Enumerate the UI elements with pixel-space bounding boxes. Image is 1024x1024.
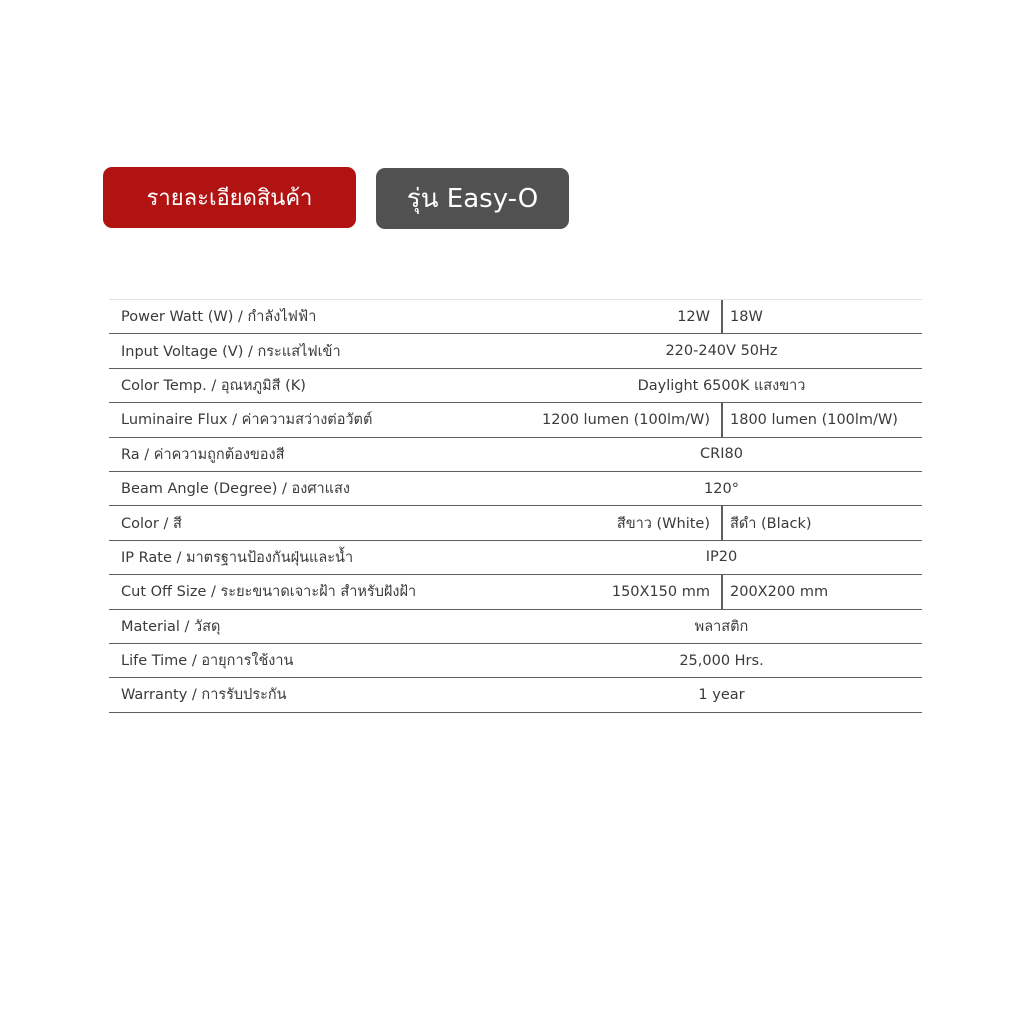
spec-label: Life Time / อายุการใช้งาน (121, 653, 294, 670)
spec-row-voltage (109, 334, 922, 368)
spec-value-right: 200X200 mm (730, 583, 829, 600)
spec-value: 120° (704, 480, 739, 497)
model-badge: รุ่น Easy-O (376, 168, 569, 229)
spec-value-right: 18W (730, 308, 763, 325)
spec-label: Power Watt (W) / กำลังไฟฟ้า (121, 309, 317, 326)
spec-label: Warranty / การรับประกัน (121, 687, 287, 704)
spec-row-ip-rate (109, 541, 922, 575)
spec-row-ra (109, 438, 922, 472)
spec-value: CRI80 (700, 446, 743, 463)
spec-label: Input Voltage (V) / กระแสไฟเข้า (121, 343, 341, 360)
spec-label: Luminaire Flux / ค่าความสว่างต่อวัตต์ (121, 412, 373, 429)
spec-row-material (109, 610, 922, 644)
spec-label: Beam Angle (Degree) / องศาแสง (121, 481, 350, 498)
spec-value: IP20 (705, 549, 738, 566)
spec-row-warranty (109, 678, 922, 712)
spec-label: Cut Off Size / ระยะขนาดเจาะฝ้า สำหรับฝังฝ้า (121, 584, 417, 601)
spec-value-right: 1800 lumen (100lm/W) (730, 411, 898, 428)
spec-value-left: 12W (677, 308, 710, 325)
spec-row-life-time (109, 644, 922, 678)
spec-row-color-temp (109, 369, 922, 403)
spec-label: Color / สี (121, 515, 182, 532)
spec-row-beam-angle (109, 472, 922, 506)
spec-label: Color Temp. / อุณหภูมิสี (K) (121, 377, 306, 394)
spec-row-flux (109, 403, 922, 437)
spec-label: Ra / ค่าความถูกต้องของสี (121, 446, 285, 463)
spec-row-cut-off (109, 575, 922, 609)
spec-value: 220-240V 50Hz (665, 343, 778, 360)
product-details-badge: รายละเอียดสินค้า (103, 167, 356, 228)
spec-row-power (109, 300, 922, 334)
spec-value: Daylight 6500K แสงขาว (637, 377, 806, 394)
spec-table (109, 299, 922, 713)
spec-value: พลาสติก (694, 618, 749, 635)
spec-value-left: สีขาว (White) (616, 515, 710, 532)
spec-value-left: 150X150 mm (611, 583, 710, 600)
spec-value: 1 year (698, 686, 745, 703)
spec-value: 25,000 Hrs. (679, 652, 764, 669)
spec-label: IP Rate / มาตรฐานป้องกันฝุ่นและน้ำ (121, 549, 354, 566)
spec-row-color (109, 506, 922, 540)
spec-value-left: 1200 lumen (100lm/W) (542, 411, 710, 428)
spec-label: Material / วัสดุ (121, 618, 221, 635)
spec-value-right: สีดำ (Black) (730, 515, 812, 532)
